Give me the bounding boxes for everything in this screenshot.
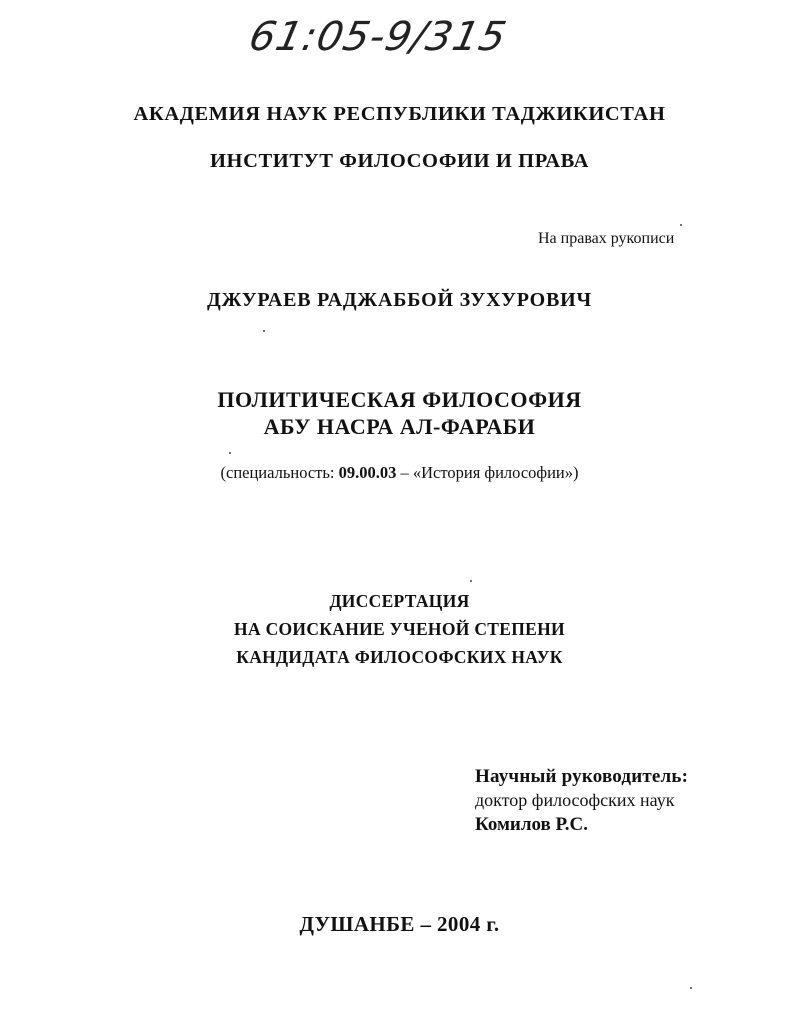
title-line-2: АБУ НАСРА АЛ-ФАРАБИ (263, 414, 536, 439)
specialty-code: 09.00.03 (338, 463, 397, 482)
dissertation-line-3: КАНДИДАТА ФИЛОСОФСКИХ НАУК (236, 647, 563, 667)
title-line-1: ПОЛИТИЧЕСКАЯ ФИЛОСОФИЯ (217, 387, 582, 412)
supervisor-label: Научный руководитель: (475, 766, 689, 787)
supervisor-degree: доктор философских наук (475, 790, 675, 810)
scan-speck (229, 452, 231, 454)
city-year: ДУШАНБЕ – 2004 г. (299, 912, 500, 936)
academy-name: АКАДЕМИЯ НАУК РЕСПУБЛИКИ ТАДЖИКИСТАН (133, 103, 666, 125)
scan-speck (690, 987, 692, 989)
specialty-prefix: (специальность: (220, 463, 335, 482)
dissertation-line-2: НА СОИСКАНИЕ УЧЕНОЙ СТЕПЕНИ (234, 619, 565, 639)
dissertation-line-1: ДИССЕРТАЦИЯ (329, 591, 470, 611)
author-name: ДЖУРАЕВ РАДЖАББОЙ ЗУХУРОВИЧ (207, 289, 592, 311)
institute-name: ИНСТИТУТ ФИЛОСОФИИ И ПРАВА (210, 150, 589, 172)
supervisor-name: Комилов Р.С. (475, 814, 589, 835)
rights-note: На правах рукописи (538, 230, 675, 247)
archive-number-text: 61:05-9/315 (245, 14, 511, 60)
specialty-suffix: – «История философии») (400, 463, 579, 482)
scan-speck (263, 330, 265, 332)
handwritten-archive-number (245, 8, 511, 88)
scan-speck (680, 224, 682, 226)
specialty-line (0, 463, 799, 483)
scan-speck (470, 580, 472, 582)
